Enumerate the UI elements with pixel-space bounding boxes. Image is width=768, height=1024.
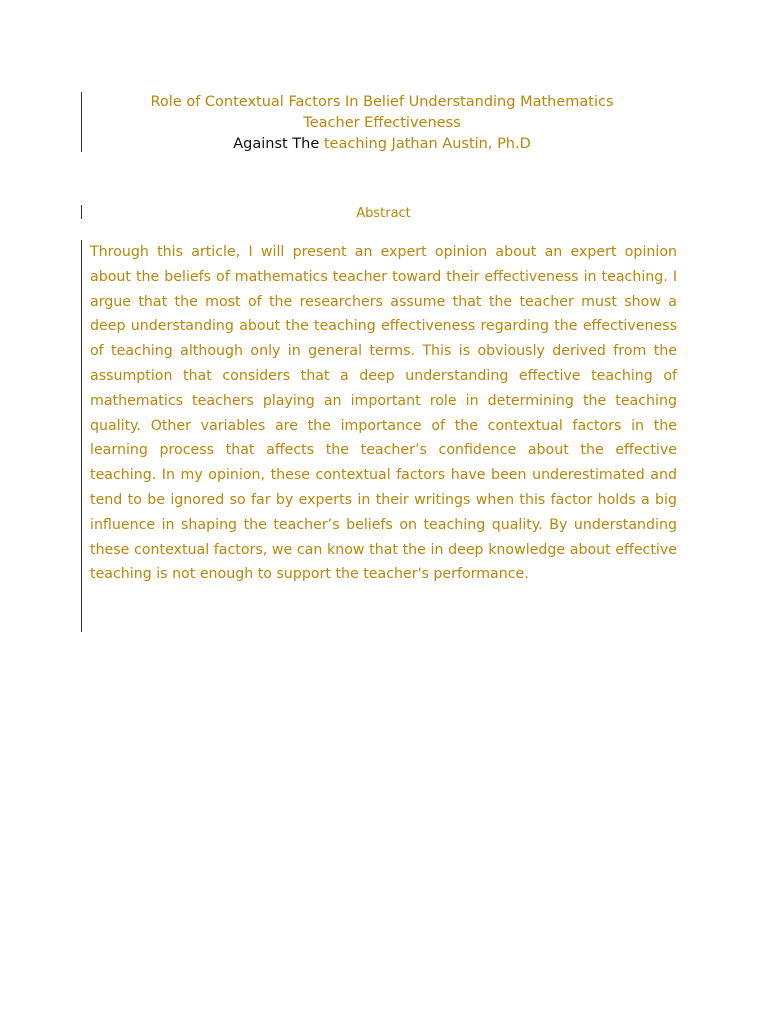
- byline: [90, 134, 674, 155]
- revision-margin-bar-abstract: [81, 205, 82, 219]
- abstract-heading: Abstract: [356, 206, 411, 221]
- document-title-block: [90, 92, 674, 155]
- revision-margin-bar-title: [81, 92, 82, 152]
- byline-plain-text: Against The: [233, 136, 324, 152]
- abstract-body: Through this article, I will present an expert opinion about an expert opinion about the beliefs of mathematics teacher toward their effectiveness in teaching. I argue that the most of the researchers assume that the teacher must show a deep understanding about the teaching effectiveness regarding the effectiveness of teaching although only in general terms. This is obviously derived from the assumption that considers that a deep understanding effective teaching of mathematics teachers playing an important role in determining the teaching quality. Other variables are the importance of the contextual factors in the learning process that affects the teacher’s confidence about the effective teaching. In my opinion, these contextual factors have been underestimated and tend to be ignored so far by experts in their writings when this factor holds a big influence in shaping the teacher’s beliefs on teaching quality. By understanding these contextual factors, we can know that the in deep knowledge about effective teaching is not enough to support the teacher's performance.: [90, 244, 677, 583]
- document-title-line-1: Role of Contextual Factors In Belief Understanding Mathematics: [150, 94, 614, 110]
- revision-margin-bar-body: [81, 240, 82, 632]
- byline-author: teaching Jathan Austin, Ph.D: [323, 136, 531, 152]
- document-title-line-2: Teacher Effectiveness: [303, 115, 461, 131]
